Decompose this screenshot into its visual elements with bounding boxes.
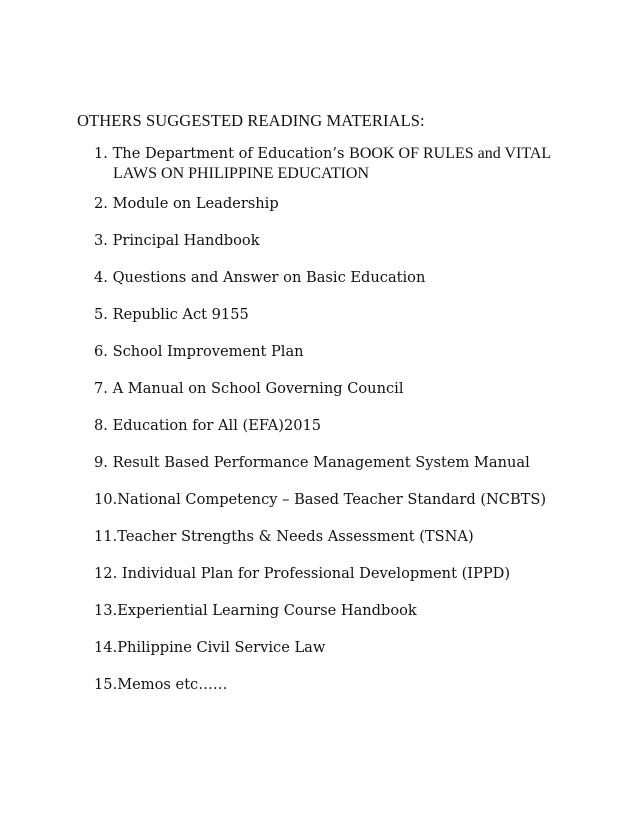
item-text-caps: BOOK OF RULES and VITAL	[349, 145, 552, 162]
list-item	[94, 144, 564, 184]
item-number: 13.	[94, 602, 118, 619]
item-text: Result Based Performance Management System Manual	[112, 454, 530, 471]
item-number: 2.	[94, 195, 108, 212]
list-item	[94, 527, 564, 547]
item-number: 15.	[94, 676, 118, 693]
item-number: 14.	[94, 639, 118, 656]
list-item	[94, 416, 564, 436]
item-text: Questions and Answer on Basic Education	[112, 269, 426, 286]
item-text: Module on Leadership	[112, 195, 279, 212]
list-item	[94, 231, 564, 251]
list-item	[94, 342, 564, 362]
item-text: Experiential Learning Course Handbook	[117, 602, 417, 619]
list-item	[94, 490, 564, 510]
item-number: 10.	[94, 491, 118, 508]
item-number: 4.	[94, 269, 108, 286]
item-text: Memos etc……	[117, 676, 228, 693]
list-item	[94, 601, 564, 621]
item-text: Philippine Civil Service Law	[117, 639, 326, 656]
item-text: Education for All (EFA)2015	[112, 417, 322, 434]
item-text: The Department of Education’s	[112, 145, 350, 162]
list-item	[94, 675, 564, 695]
item-text: A Manual on School Governing Council	[112, 380, 404, 397]
page-heading: OTHERS SUGGESTED READING MATERIALS:	[77, 111, 425, 130]
item-number: 9.	[94, 454, 108, 471]
list-item	[94, 638, 564, 658]
list-item	[94, 564, 564, 584]
item-text: School Improvement Plan	[112, 343, 304, 360]
item-text: Individual Plan for Professional Development (IPPD)	[121, 565, 511, 582]
item-text-continuation: LAWS ON PHILIPPINE EDUCATION	[113, 165, 370, 182]
list-item	[94, 194, 564, 214]
item-text: Teacher Strengths & Needs Assessment (TSNA)	[117, 528, 474, 545]
item-number: 12.	[94, 565, 118, 582]
list-item	[94, 379, 564, 399]
item-text: Principal Handbook	[112, 232, 260, 249]
item-number: 11.	[94, 528, 118, 545]
item-text: Republic Act 9155	[112, 306, 249, 323]
list-item	[94, 305, 564, 325]
list-item	[94, 268, 564, 288]
item-number: 6.	[94, 343, 108, 360]
item-text: National Competency – Based Teacher Standard (NCBTS)	[117, 491, 547, 508]
item-number: 5.	[94, 306, 108, 323]
item-number: 8.	[94, 417, 108, 434]
item-number: 1.	[94, 145, 108, 162]
item-number: 3.	[94, 232, 108, 249]
list-item	[94, 453, 564, 473]
item-number: 7.	[94, 380, 108, 397]
